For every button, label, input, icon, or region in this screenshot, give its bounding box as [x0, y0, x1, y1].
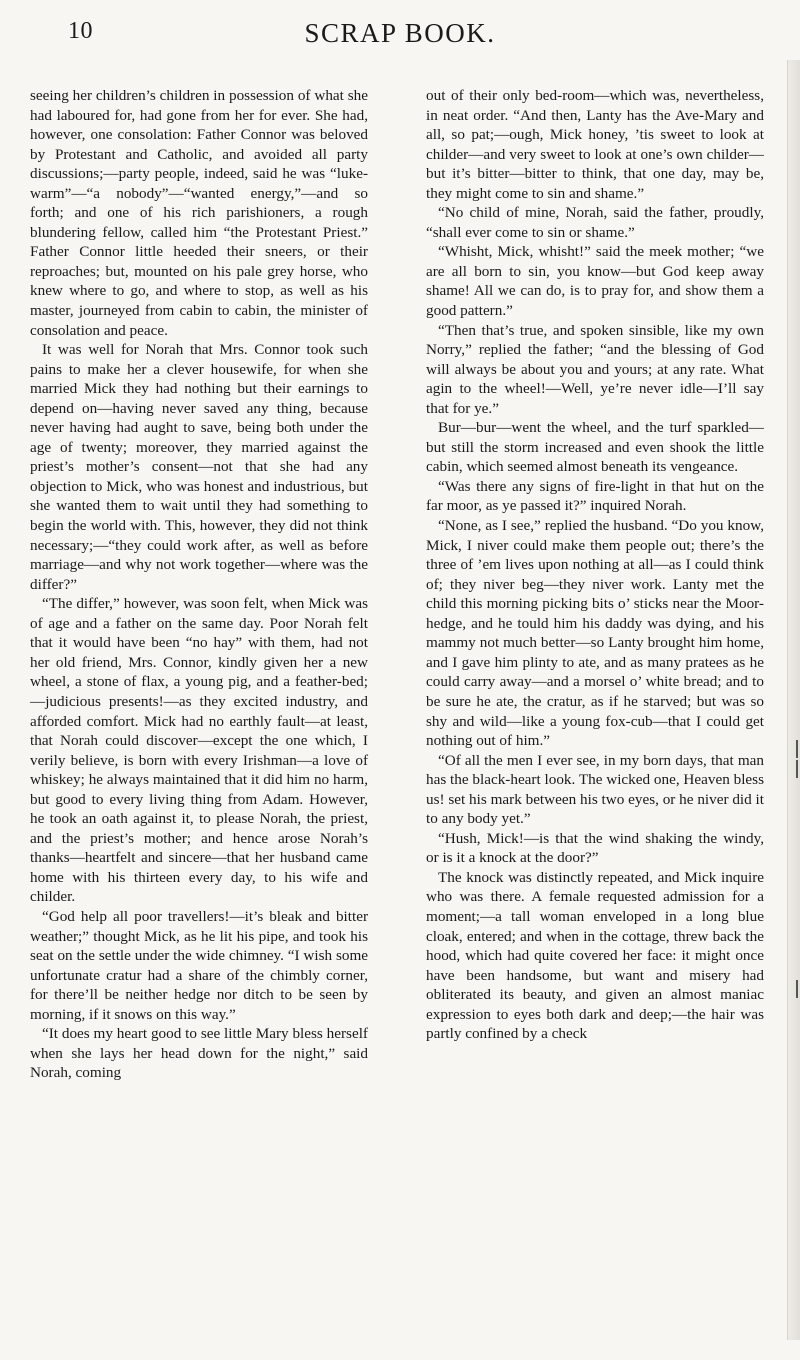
edge-mark — [792, 740, 798, 758]
right-column — [426, 86, 764, 1044]
edge-mark — [792, 760, 798, 778]
paragraph: “It does my heart good to see little Mary bless herself when she lays her head down for the night,” said Norah, coming — [30, 1025, 368, 1082]
paragraph: “Whisht, Mick, whisht!” said the meek mother; “we are all born to sin, you know—but God keep away shame! All we can do, is to pray for, and show them a good pattern.” — [426, 243, 764, 320]
paragraph: “Then that’s true, and spoken sinsible, like my own Norry,” replied the father; “and the blessing of God will always be about you and yours; at any rate. What agin to the wheel!—Well, ye’re never idle—I’ll say that for ye.” — [426, 321, 764, 417]
paragraph: “No child of mine, Norah, said the father, proudly, “shall ever come to sin or shame.” — [426, 204, 764, 241]
paragraph: The knock was distinctly repeated, and Mick inquire who was there. A female requested admission for a moment;—a tall woman enveloped in a long blue cloak, entered; and when in the cottage, threw back the hood, which had quite covered her face: it might once have been handsome, but want and misery had obliterated its beauty, and given an almost maniac expression to eyes both dark and deep;—the hair was partly confined by a check — [426, 868, 764, 1043]
paragraph: “The differ,” however, was soon felt, when Mick was of age and a father on the same day. Poor Norah felt that it would have been “no hay” with them, had not her old friend, Mrs. Connor, kindly given her a new wheel, a stone of flax, a young pig, and a feather-bed;—judicious presents!—as they excited industry, and afforded comfort. Mick had no earthly fault—at least, that Norah could discover—except the one which, I verily believe, is born with every Irishman—a love of whiskey; he always maintained that it did him no harm, but good to every living thing from Adam. However, he took an oath against it, to please Norah, the priest, and the priest’s mother; and hence arose Norah’s thanks—heartfelt and sincere—that her husband came home with his thirteen every day, to his wife and childer. — [30, 595, 368, 906]
left-column — [30, 86, 368, 1083]
paragraph: “Was there any signs of fire-light in that hut on the far moor, as ye passed it?” inquired Norah. — [426, 477, 764, 515]
paragraph: “Of all the men I ever see, in my born days, that man has the black-heart look. The wicked one, Heaven bless us! set his mark between his two eyes, or he niver did it to any body yet.” — [426, 751, 764, 828]
paragraph: out of their only bed-room—which was, nevertheless, in neat order. “And then, Lanty has the Ave-Mary and all, so pat;—ough, Mick honey, ’tis sweet to look at childer—and very sweet to look at one’s own childer—but it’s bitter—bitter to think, that one day, may be, they might come to sin and shame.” — [426, 87, 764, 202]
edge-mark — [792, 980, 798, 998]
paragraph: seeing her children’s children in possession of what she had laboured for, had gone from her for ever. She had, however, one consolation: Father Connor was beloved by Protestant and Catholic, and avoided all party discussions;—party people, indeed, said he was “luke-warm”—“a nobody”—“wanted energy,”—and so forth; and one of his rich parishioners, a rough blundering fellow, called him “the Protestant Priest.” Father Connor little heeded their sneers, or their reproaches; but, mounted on his pale grey horse, who knew where to go, and where to stop, as well as his master, journeyed from cabin to cabin, the minister of consolation and peace. — [30, 87, 368, 339]
page-number: 10 — [68, 18, 93, 44]
page-header — [0, 18, 800, 54]
paragraph: Bur—bur—went the wheel, and the turf sparkled—but still the storm increased and even shook the little cabin, which seemed almost beneath its vengeance. — [426, 419, 764, 476]
running-title: SCRAP BOOK. — [304, 18, 496, 48]
paragraph: It was well for Norah that Mrs. Connor took such pains to make her a clever housewife, for when she married Mick they had nothing but their earnings to depend on—having never saved any thing, because never having had aught to save, being both under the age of twenty; moreover, they married against the priest’s mother’s consent—not that she had any objection to Mick, who was honest and industrious, but she wanted them to wait until they had something to begin the world with. This, however, they did not think necessary;—“they could work after, as well as before marriage—and why not work together—where was the differ?” — [30, 341, 368, 593]
paragraph: “None, as I see,” replied the husband. “Do you know, Mick, I niver could make them people out; there’s the three of ’em lives upon nothing at all—as I could think of; they niver beg—they niver work. Lanty met the child this morning picking bits o’ sticks near the Moor-hedge, and he tould him his daddy was dying, and his mammy not much better—so Lanty brought him home, and I gave him plinty to ate, and as many pratees as he could carry away—and a morsel o’ white bread; and to be sure he ate, the cratur, as if he starved; but was so shy and wild—like a young fox-cub—that I could get nothing out of him.” — [426, 517, 764, 750]
page-edge-binding — [787, 60, 800, 1340]
paragraph: “Hush, Mick!—is that the wind shaking the windy, or is it a knock at the door?” — [426, 829, 764, 867]
paragraph: “God help all poor travellers!—it’s bleak and bitter weather;” thought Mick, as he lit his pipe, and took his seat on the settle under the wide chimney. “I wish some unfortunate cratur had a share of the chimbly corner, for there’ll be neither hedge nor ditch to be seen by morning, if it snows on this way.” — [30, 907, 368, 1023]
